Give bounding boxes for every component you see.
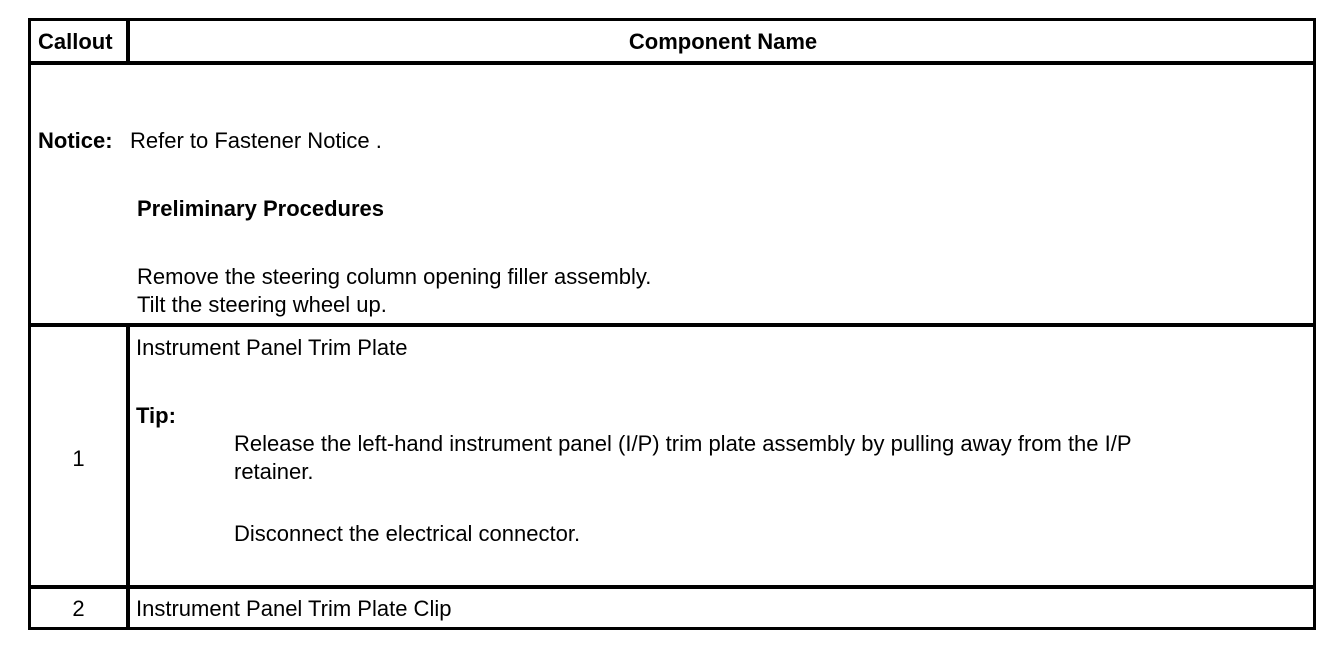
row2-component-name: Instrument Panel Trim Plate Clip bbox=[136, 596, 452, 621]
preliminary-step: Tilt the steering wheel up. bbox=[137, 292, 387, 317]
notice-text: Refer to Fastener Notice . bbox=[130, 128, 382, 153]
notice-divider bbox=[31, 323, 1313, 327]
component-table bbox=[28, 18, 1316, 630]
header-component-name: Component Name bbox=[628, 29, 818, 54]
row1-divider bbox=[31, 585, 1313, 589]
row1-tip-line: retainer. bbox=[234, 459, 314, 484]
row2-callout: 2 bbox=[72, 596, 85, 621]
row1-tip-label: Tip: bbox=[136, 403, 176, 428]
row1-tip-line: Release the left-hand instrument panel (I/P) trim plate assembly by pulling away from the I/P bbox=[234, 431, 1132, 456]
row1-tip-extra: Disconnect the electrical connector. bbox=[234, 521, 581, 546]
notice-label: Notice: bbox=[38, 128, 113, 153]
header-divider bbox=[31, 61, 1313, 65]
header-callout: Callout bbox=[38, 29, 113, 54]
row1-callout: 1 bbox=[72, 446, 85, 471]
row1-component-name: Instrument Panel Trim Plate bbox=[136, 335, 408, 360]
preliminary-step: Remove the steering column opening filler assembly. bbox=[137, 264, 652, 289]
preliminary-heading: Preliminary Procedures bbox=[137, 196, 385, 221]
